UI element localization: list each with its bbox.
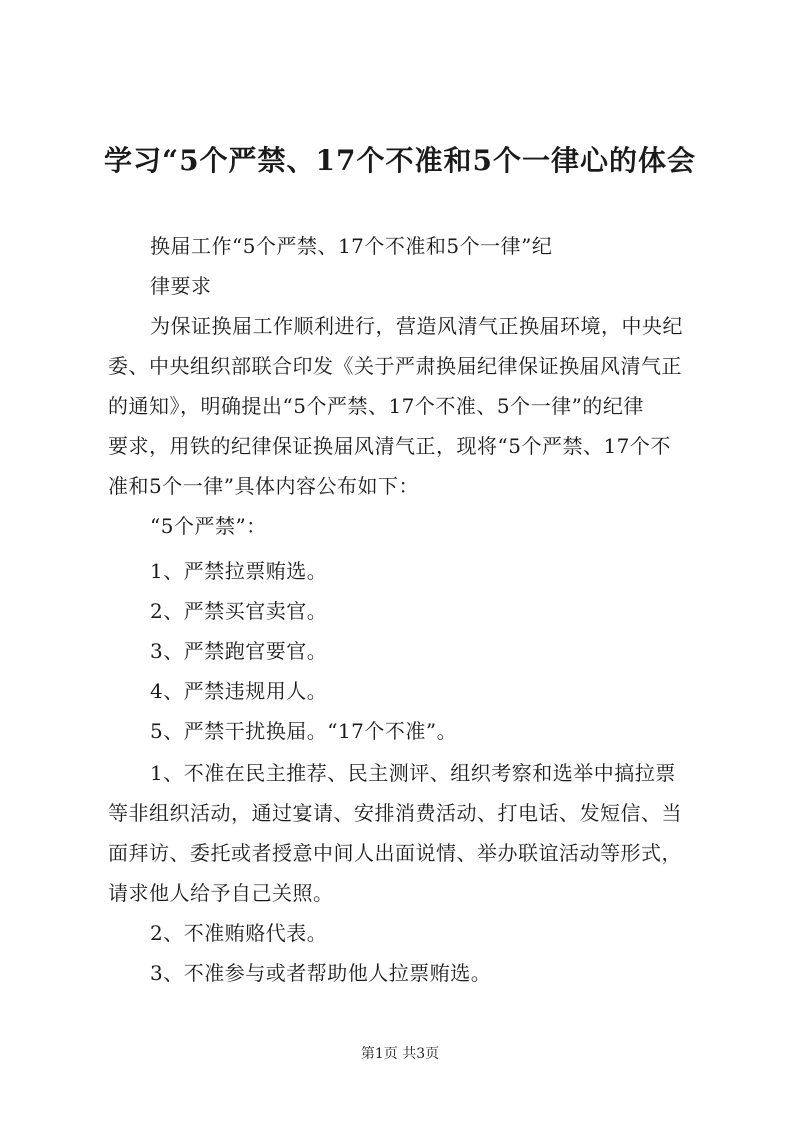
page-footer: 第1页 共3页: [360, 1046, 440, 1062]
section-heading: “5个严禁”：: [150, 514, 267, 538]
intro-line-1: 为保证换届工作顺利进行，营造风清气正换届环境，中央纪: [150, 314, 683, 338]
intro-line-4: 要求，用铁的纪律保证换届风清气正，现将“5个严禁、17个不: [108, 434, 671, 458]
intro-line-2: 委、中央组织部联合印发《关于严肃换届纪律保证换届风清气正: [108, 354, 682, 378]
prohibition-item: 3、严禁跑官要官。: [150, 639, 328, 663]
prohibition-item: 2、严禁买官卖官。: [150, 599, 328, 623]
intro-line-3: 的通知》，明确提出“5个严禁、17个不准、5个一律”的纪律: [108, 394, 644, 418]
rule-1-line-3: 面拜访、委托或者授意中间人出面说情、举办联谊活动等形式，: [108, 841, 682, 865]
rule-1-line-1: 1、不准在民主推荐、民主测评、组织考察和选举中搞拉票: [150, 761, 676, 785]
rule-1-line-2: 等非组织活动，通过宴请、安排消费活动、打电话、发短信、当: [108, 801, 682, 825]
rule-3: 3、不准参与或者帮助他人拉票贿选。: [150, 961, 492, 985]
subheading-line-1: 换届工作“5个严禁、17个不准和5个一律”纪: [150, 234, 553, 258]
prohibition-item: 1、严禁拉票贿选。: [150, 559, 328, 583]
prohibition-item: 5、严禁干扰换届。“17个不准”。: [150, 719, 458, 743]
rule-1-line-4: 请求他人给予自己关照。: [108, 881, 334, 905]
document-title: 学习“5个严禁、17个不准和5个一律心的体会: [103, 144, 697, 177]
rule-2: 2、不准贿赂代表。: [150, 921, 328, 945]
intro-line-5: 准和5个一律”具体内容公布如下：: [108, 474, 419, 498]
subheading-line-2: 律要求: [150, 274, 212, 298]
prohibition-item: 4、严禁违规用人。: [150, 679, 328, 703]
